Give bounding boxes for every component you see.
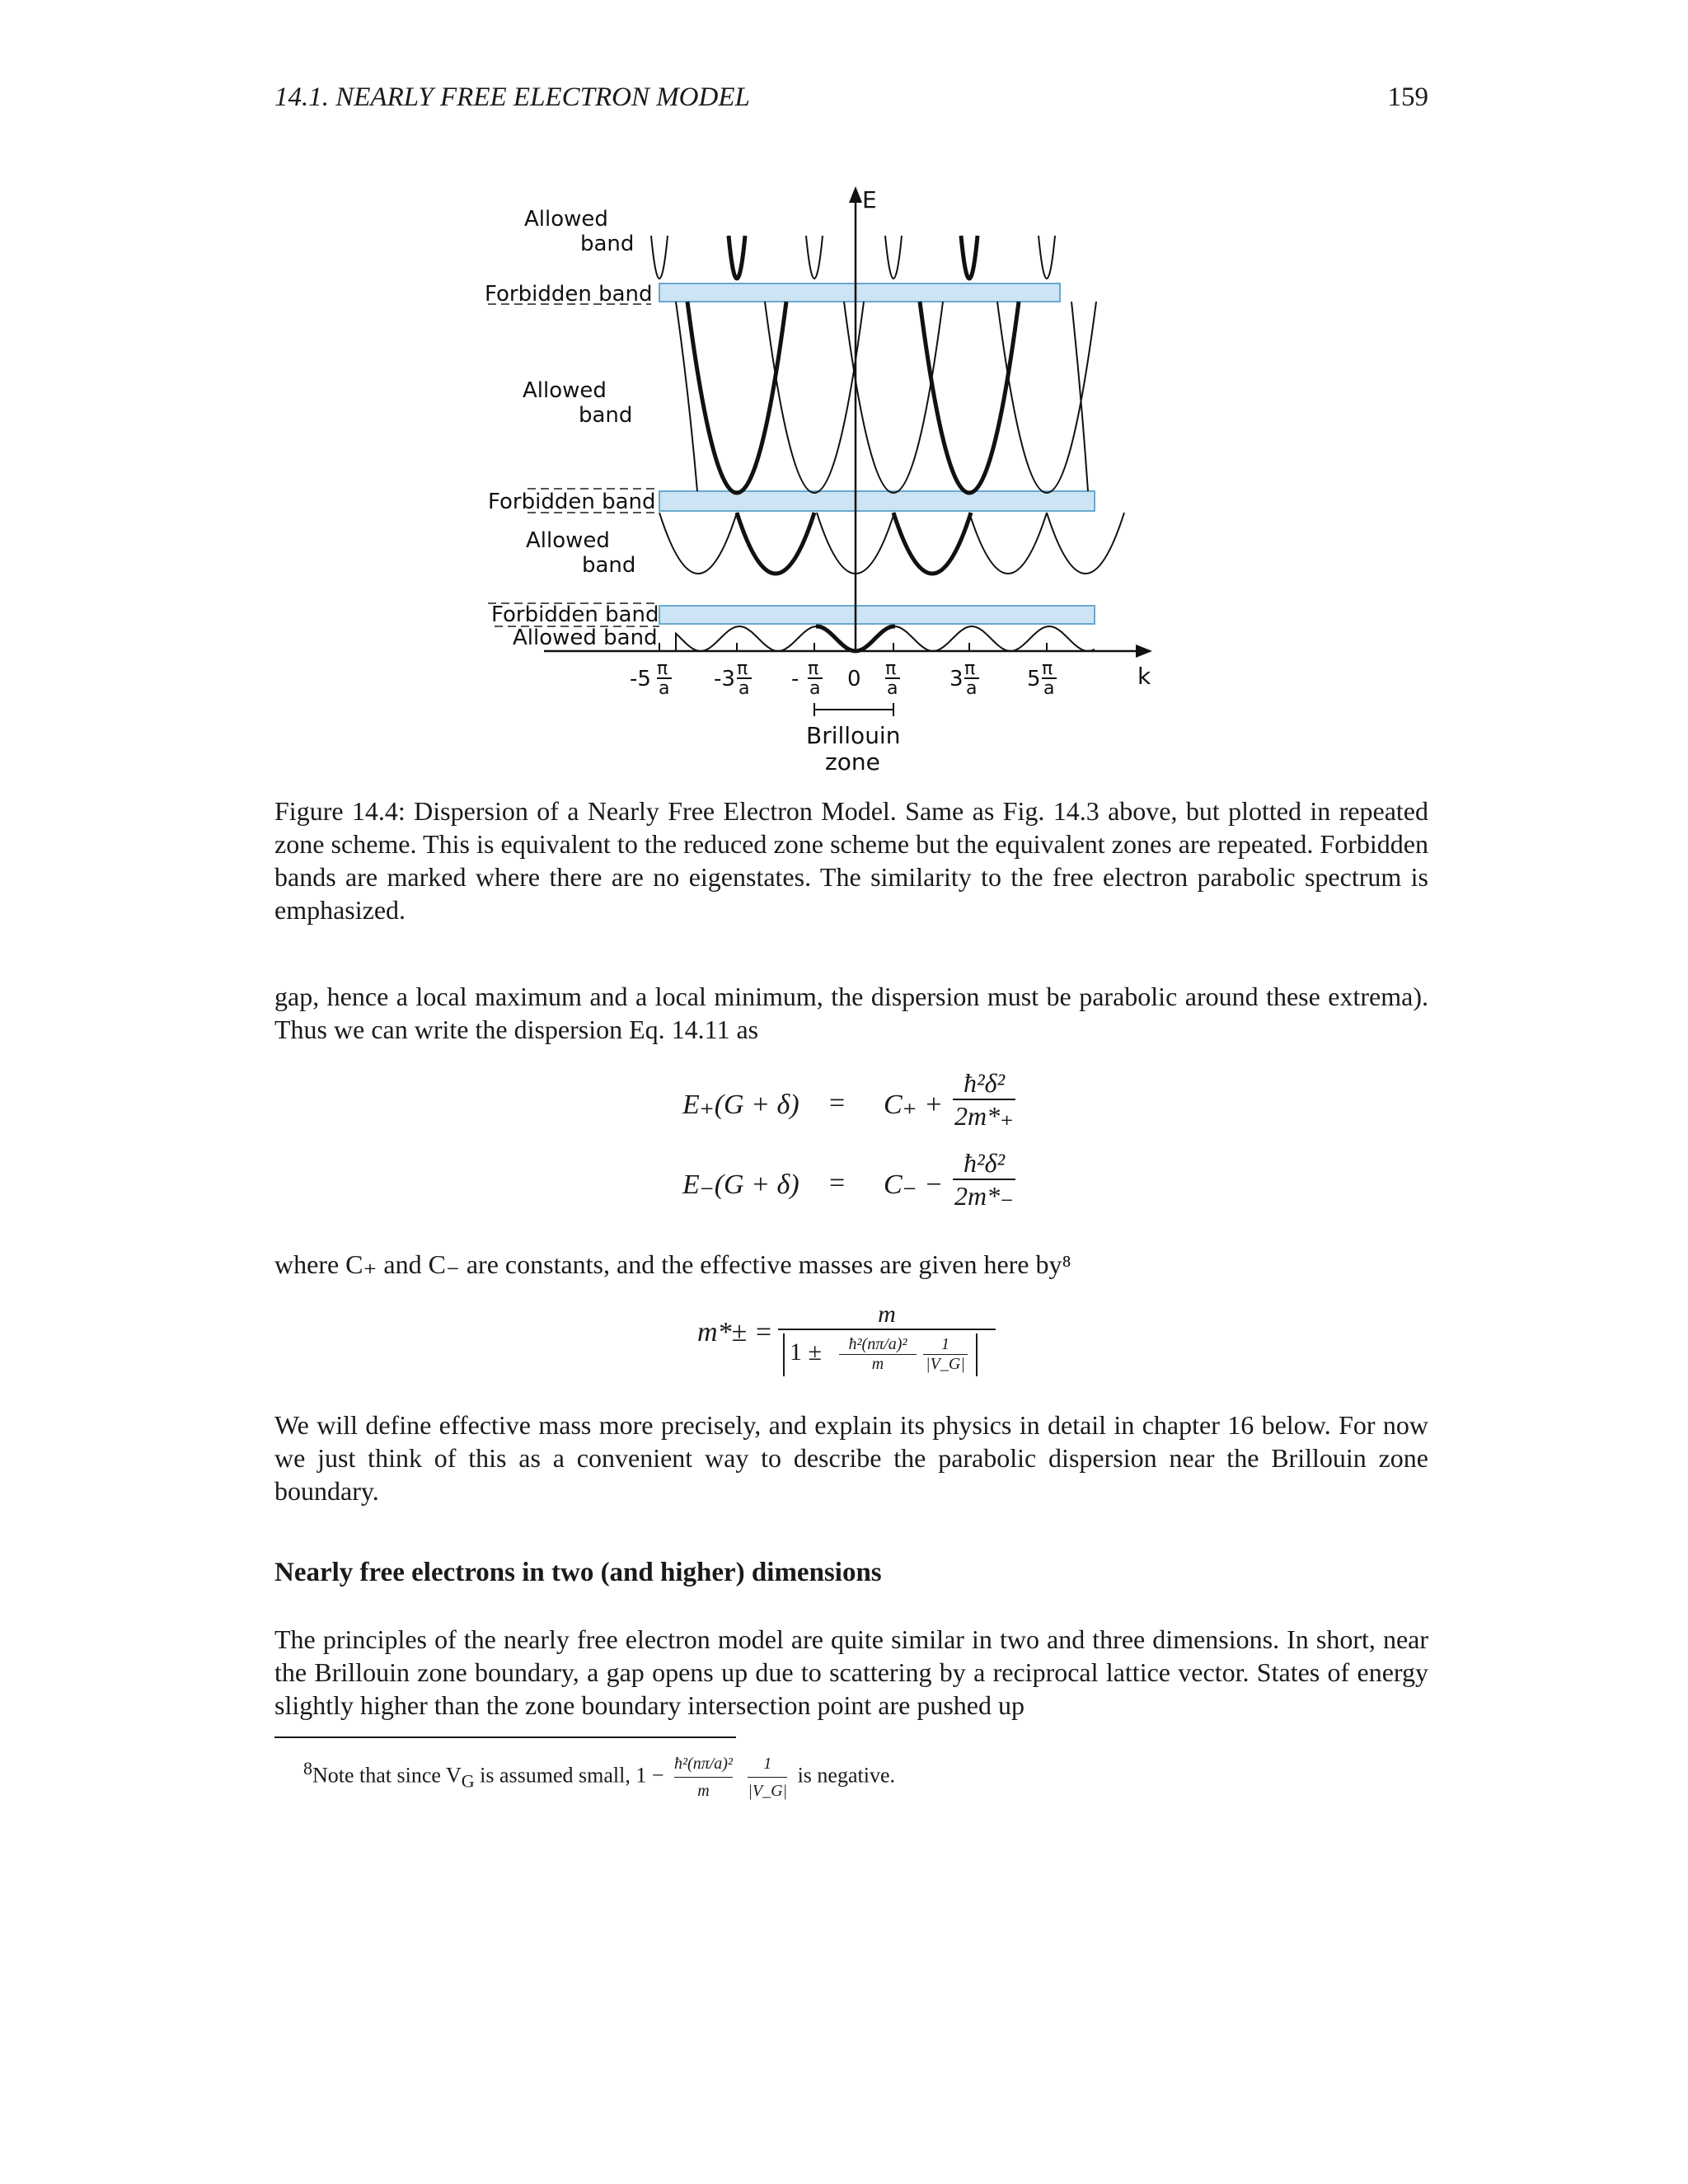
forbidden-band-middle	[659, 491, 1095, 511]
footnote-sub: G	[461, 1770, 475, 1792]
tick-a-p5: a	[1043, 678, 1055, 699]
band-curve-3-1	[765, 302, 864, 493]
eq-frac-plus-num: ħ²δ²	[963, 1068, 1006, 1098]
label-allowed-low-1: Allowed	[526, 528, 610, 553]
paragraph-1: gap, hence a local maximum and a local minimum, the dispersion must be parabolic around these extrema). Thus we can write the dispersion Eq. 14.11 as	[274, 982, 1428, 1044]
tick-coef-p3: 3	[950, 667, 964, 691]
eq2-lhs: m*± =	[697, 1317, 773, 1347]
tick-coef-p5: 5	[1027, 667, 1041, 691]
footnote	[303, 1750, 895, 1804]
eq2-frac	[778, 1301, 996, 1380]
eq-equals-plus: =	[829, 1088, 846, 1118]
label-allowed-top-1: Allowed	[524, 207, 608, 232]
tick-a-p3: a	[966, 678, 978, 699]
forbidden-band-top	[659, 284, 1060, 302]
figure-caption: Figure 14.4: Dispersion of a Nearly Free Electron Model. Same as Fig. 14.3 above, but plotted in repeated zone scheme. This is equivalent to the reduced zone scheme but the equivalent zones are repeated. Forbidden bands are marked where there are no eigenstates. The similarity to the free electron parabolic spectrum is emphasized.	[274, 796, 1428, 925]
dispersion-figure	[0, 0, 1688, 791]
tick-a-p1: a	[887, 678, 898, 699]
eq-frac-minus-den: 2m*₋	[953, 1179, 1015, 1212]
section-heading: Nearly free electrons in two (and higher) dimensions	[274, 1558, 882, 1587]
eq-frac-plus	[953, 1068, 1015, 1132]
footnote-text-before: Note that since V	[312, 1763, 462, 1788]
band-curve-4-0	[651, 236, 668, 279]
tick-coef-m5: -5	[630, 667, 651, 691]
label-allowed-top-2: band	[580, 232, 635, 256]
label-forbidden-2: Forbidden band	[488, 490, 656, 514]
paragraph-2: where C₊ and C₋ are constants, and the effective masses are given here by⁸	[274, 1249, 1071, 1279]
tick-coef-m1: -	[791, 667, 799, 691]
label-forbidden-1: Forbidden band	[485, 282, 653, 307]
band-curve-2-4	[969, 513, 1047, 574]
band-curve-4-2	[806, 236, 823, 279]
brillouin-label-1: Brillouin	[806, 722, 901, 749]
eq-lhs-plus: E₊(G + δ)	[682, 1090, 799, 1120]
brillouin-label-2: zone	[825, 748, 880, 776]
eq-rhs-plus: C₊ +	[884, 1090, 944, 1120]
band-curve-4-4	[961, 236, 978, 279]
section-title: 14.1. NEARLY FREE ELECTRON MODEL	[274, 82, 750, 112]
page-number: 159	[1387, 82, 1428, 112]
eq-lhs-minus: E₋(G + δ)	[682, 1169, 799, 1200]
e-axis-arrow	[849, 186, 862, 203]
paragraph-3: We will define effective mass more precisely, and explain its physics in detail in chapter 16 below. For now we just think of this as a convenient way to describe the parabolic dispersion near the Brillouin zone boundary.	[274, 1410, 1428, 1506]
eq-equals-minus: =	[829, 1168, 846, 1198]
k-axis-arrow	[1136, 644, 1152, 658]
band-curve-3-2	[844, 302, 943, 493]
band-curve-2-5	[1047, 513, 1124, 574]
eq2-den-prefix: 1 ±	[790, 1338, 822, 1366]
band-curve-3-edge-left	[676, 302, 697, 491]
label-forbidden-3: Forbidden band	[491, 602, 659, 627]
tick-a-m5: a	[659, 678, 670, 699]
label-allowed-low-2: band	[582, 553, 636, 578]
e-axis-label: E	[862, 186, 877, 213]
tick-pi-p3: π	[964, 658, 976, 679]
label-allowed-bottom: Allowed band	[513, 626, 658, 650]
eq2-inner-den: m	[839, 1354, 917, 1374]
tick-pi-p5: π	[1042, 658, 1053, 679]
footnote-rule	[274, 1736, 736, 1738]
band-curve-3-edge-right	[1071, 302, 1088, 491]
tick-pi-m5: π	[657, 658, 668, 679]
tick-zero: 0	[847, 667, 861, 691]
eq-frac-plus-den: 2m*₊	[953, 1099, 1015, 1132]
label-allowed-mid-1: Allowed	[523, 378, 607, 403]
eq-rhs-minus: C₋ −	[884, 1169, 944, 1200]
tick-a-m3: a	[738, 678, 750, 699]
forbidden-band-bottom	[659, 606, 1095, 624]
band-curve-3-3	[920, 302, 1019, 493]
footnote-text-after: is negative.	[797, 1763, 895, 1788]
band-curve-2-0	[659, 513, 737, 574]
eq2-inner2-den: |V_G|	[923, 1354, 968, 1374]
footnote-frac1: $\frac{\text{ħ²(nπ/a)²}}{m}$	[674, 1750, 733, 1804]
tick-pi-p1: π	[885, 658, 897, 679]
tick-a-m1: a	[809, 678, 821, 699]
band-curve-4-5	[1039, 236, 1055, 279]
band-curve-2-3	[893, 513, 971, 574]
paragraph-4: The principles of the nearly free electron model are quite similar in two and three dimensions. In short, near the Brillouin zone boundary, a gap opens up due to scattering by a reciprocal lattice vector. States of energy slightly higher than the zone boundary intersection point are pushed up	[274, 1624, 1428, 1720]
tick-pi-m1: π	[808, 658, 819, 679]
brillouin-zone-bracket	[814, 703, 893, 716]
tick-pi-m3: π	[737, 658, 748, 679]
eq2-num: m	[878, 1301, 896, 1328]
eq2-inner2-num: 1	[941, 1335, 950, 1353]
tick-coef-m3: -3	[714, 667, 735, 691]
band-curve-4-1	[729, 236, 745, 279]
band-curve-2-1	[737, 513, 814, 574]
footnote-text-mid: is assumed small, 1 −	[474, 1763, 664, 1788]
eq-frac-minus-num: ħ²δ²	[963, 1148, 1006, 1178]
band-curve-3-0	[687, 302, 786, 493]
k-axis-label: k	[1137, 663, 1151, 690]
footnote-frac2: $\frac{1}{|V\_G|}$	[748, 1750, 787, 1804]
footnote-mark: 8	[303, 1757, 312, 1779]
band-curve-4-3	[885, 236, 902, 279]
label-allowed-mid-2: band	[579, 403, 633, 428]
eq-frac-minus	[953, 1148, 1015, 1212]
eq2-inner-num: ħ²(nπ/a)²	[848, 1335, 907, 1353]
